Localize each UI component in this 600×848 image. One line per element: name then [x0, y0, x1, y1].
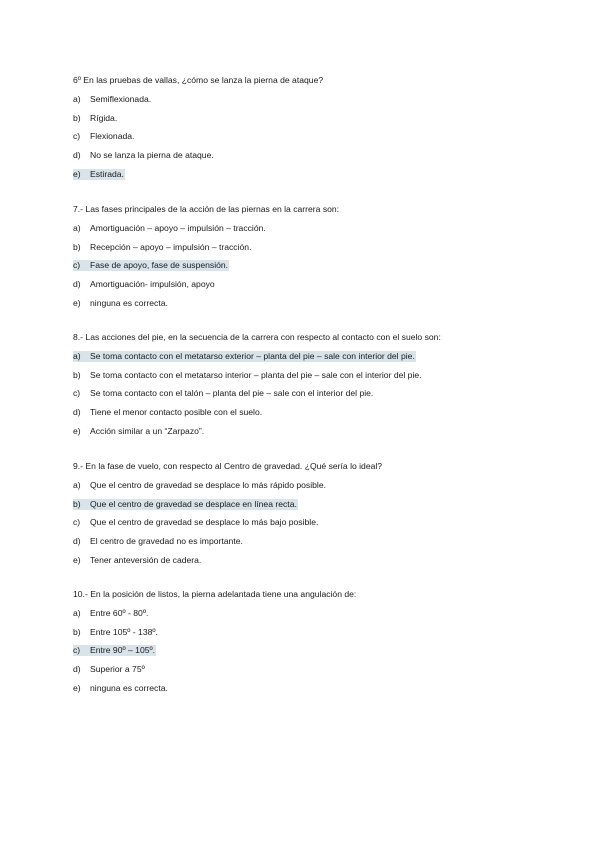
- option-text: Amortiguación- impulsión, apoyo: [90, 279, 215, 290]
- option-e: [73, 298, 573, 309]
- correct-answer-highlight: [73, 499, 298, 510]
- option-b: [73, 242, 573, 253]
- option-letter: c): [73, 645, 81, 656]
- option-text: ninguna es correcta.: [90, 297, 168, 308]
- option-letter: c): [73, 131, 81, 142]
- question-7: [73, 204, 573, 316]
- correct-answer-highlight: [73, 645, 156, 656]
- option-letter: a): [73, 223, 81, 233]
- option-b: [73, 627, 573, 638]
- option-text: Amortiguación – apoyo – impulsión – tracción.: [90, 223, 266, 233]
- option-c-correct: [73, 645, 573, 656]
- question-title: 10.- En la posición de listos, la pierna adelantada tiene una angulación de:: [73, 589, 357, 599]
- option-b-correct: [73, 499, 573, 510]
- option-text: No se lanza la pierna de ataque.: [90, 150, 214, 161]
- option-letter: d): [73, 150, 81, 161]
- option-text: Que el centro de gravedad se desplace lo más bajo posible.: [90, 517, 319, 528]
- question-10: [73, 589, 573, 701]
- option-a: [73, 480, 573, 491]
- option-letter: d): [73, 664, 81, 675]
- option-letter: a): [73, 94, 81, 104]
- option-text: ninguna es correcta.: [90, 682, 168, 693]
- option-text: Recepción – apoyo – impulsión – tracción.: [90, 241, 252, 252]
- option-letter: b): [73, 241, 81, 252]
- option-letter: b): [73, 626, 81, 637]
- option-letter: d): [73, 536, 81, 547]
- option-letter: d): [73, 407, 81, 418]
- question-title: 7.- Las fases principales de la acción de las piernas en la carrera son:: [73, 204, 340, 214]
- option-c-correct: [73, 260, 573, 271]
- option-letter: e): [73, 297, 81, 308]
- option-letter: e): [73, 682, 81, 693]
- option-letter: e): [73, 554, 81, 565]
- option-d: [73, 150, 573, 161]
- option-text: Que el centro de gravedad se desplace en línea recta.: [90, 498, 297, 509]
- option-text: Rígida.: [90, 112, 118, 123]
- correct-answer-highlight: [73, 169, 125, 180]
- correct-answer-highlight: [73, 260, 229, 271]
- question-title: 6º En las pruebas de vallas, ¿cómo se lanza la pierna de ataque?: [73, 75, 324, 85]
- option-text: Entre 90º – 105º.: [90, 645, 156, 656]
- option-text: Entre 60º - 80º.: [90, 608, 149, 618]
- question-title: 8.- Las acciones del pie, en la secuencia de la carrera con respecto al contacto con el suelo son:: [73, 332, 441, 342]
- option-text: Que el centro de gravedad se desplace lo más rápido posible.: [90, 480, 326, 490]
- option-letter: a): [73, 480, 81, 490]
- option-e: [73, 683, 573, 694]
- option-letter: c): [73, 388, 81, 399]
- option-letter: e): [73, 168, 81, 179]
- option-a: [73, 94, 573, 105]
- option-letter: b): [73, 369, 81, 380]
- option-letter: c): [73, 517, 81, 528]
- question-title: 9.- En la fase de vuelo, con respecto al Centro de gravedad. ¿Qué sería lo ideal?: [73, 461, 383, 471]
- option-text: Se toma contacto con el talón – planta del pie – sale con el interior del pie.: [90, 388, 374, 399]
- option-text: Acción similar a un “Zarpazo”.: [90, 425, 205, 436]
- option-b: [73, 113, 573, 124]
- option-c: [73, 517, 573, 528]
- option-text: El centro de gravedad no es importante.: [90, 536, 243, 547]
- option-text: Tiene el menor contacto posible con el suelo.: [90, 407, 263, 418]
- option-d: [73, 279, 573, 290]
- option-text: Entre 105º - 138º.: [90, 626, 158, 637]
- option-letter: a): [73, 608, 81, 618]
- option-letter: c): [73, 260, 81, 271]
- option-letter: a): [73, 351, 81, 361]
- option-b: [73, 370, 573, 381]
- option-a-correct: [73, 351, 573, 362]
- option-d: [73, 407, 573, 418]
- option-letter: b): [73, 498, 81, 509]
- option-text: Se toma contacto con el metatarso exterior – planta del pie – sale con interior del pie.: [90, 351, 415, 361]
- option-e-correct: [73, 169, 573, 180]
- option-a: [73, 608, 573, 619]
- question-8: [73, 332, 573, 444]
- option-letter: e): [73, 425, 81, 436]
- option-d: [73, 536, 573, 547]
- correct-answer-highlight: [73, 351, 416, 362]
- option-letter: d): [73, 279, 81, 290]
- option-text: Tener anteversión de cadera.: [90, 554, 202, 565]
- option-text: Fase de apoyo, fase de suspensión.: [90, 260, 229, 271]
- option-text: Semiflexionada.: [90, 94, 152, 104]
- option-d: [73, 664, 573, 675]
- option-e: [73, 555, 573, 566]
- question-6: [73, 75, 573, 187]
- option-text: Estirada.: [90, 168, 124, 179]
- option-a: [73, 223, 573, 234]
- option-text: Flexionada.: [90, 131, 135, 142]
- option-c: [73, 131, 573, 142]
- option-letter: b): [73, 112, 81, 123]
- question-9: [73, 461, 573, 573]
- option-e: [73, 426, 573, 437]
- option-text: Se toma contacto con el metatarso interior – planta del pie – sale con el interior del pie.: [90, 369, 422, 380]
- option-c: [73, 388, 573, 399]
- option-text: Superior a 75º: [90, 664, 145, 675]
